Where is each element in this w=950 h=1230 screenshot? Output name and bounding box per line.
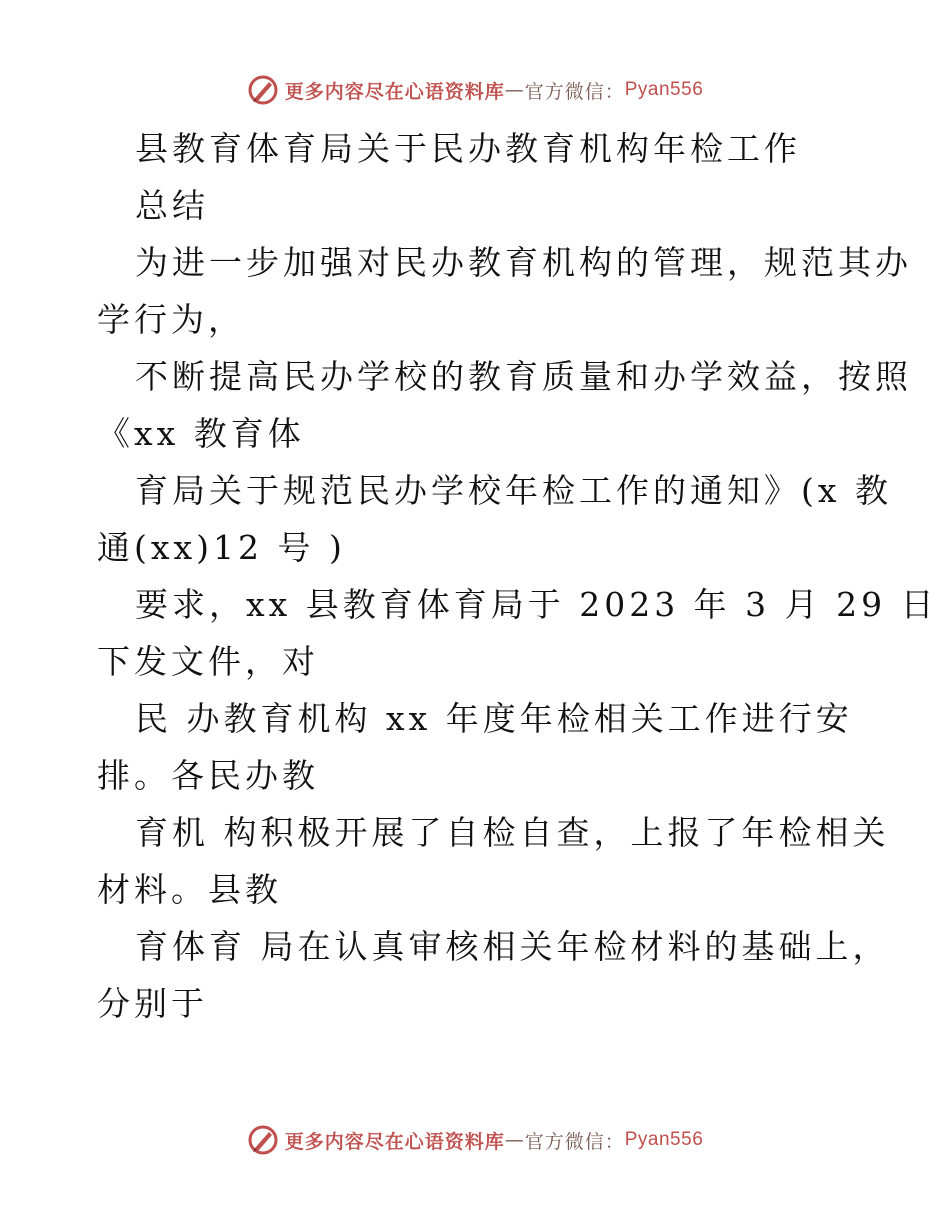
text-line: 下发文件，对 [97,642,319,681]
text-line: 为进一步加强对民办教育机构的管理，规范其办 [135,243,912,282]
watermark-sub-text: 官方微信： [524,80,625,103]
watermark-wechat-id: Pyan556 [624,79,704,100]
document-body [97,120,938,1032]
text-line: 分别于 [97,984,208,1023]
watermark-dash: — [504,79,525,101]
text-line: 学行为， [97,300,245,339]
text-line: 排。各民办教 [97,756,319,795]
text-line: 材料。县教 [97,870,282,909]
watermark-dash: — [504,1129,525,1151]
watermark-wechat-id: Pyan556 [624,1129,704,1150]
footer-watermark [0,1120,950,1160]
text-line: 不断提高民办学校的教育质量和办学效益，按照 [135,357,912,396]
text-line: 民 办教育机构 xx 年度年检相关工作进行安 [135,699,853,738]
text-line: 育局关于规范民办学校年检工作的通知》(x 教 [135,471,892,510]
pen-logo-icon [247,74,279,106]
text-line: 县教育体育局关于民办教育机构年检工作 [135,129,801,168]
text-line: 育体育 局在认真审核相关年检材料的基础上， [135,927,890,966]
text-line: 总结 [135,186,209,225]
watermark-main-text: 更多内容尽在心语资料库 [284,1130,505,1153]
pen-logo-icon [247,1124,279,1156]
watermark-main-text: 更多内容尽在心语资料库 [284,80,505,103]
text-line: 要求，xx 县教育体育局于 2023 年 3 月 29 日 [135,585,938,624]
header-watermark [0,70,950,110]
text-line: 育机 构积极开展了自检自查，上报了年检相关 [135,813,890,852]
text-line: 通(xx)12 号 ) [97,528,346,567]
text-line: 《xx 教育体 [97,414,305,453]
watermark-sub-text: 官方微信： [524,1130,625,1153]
